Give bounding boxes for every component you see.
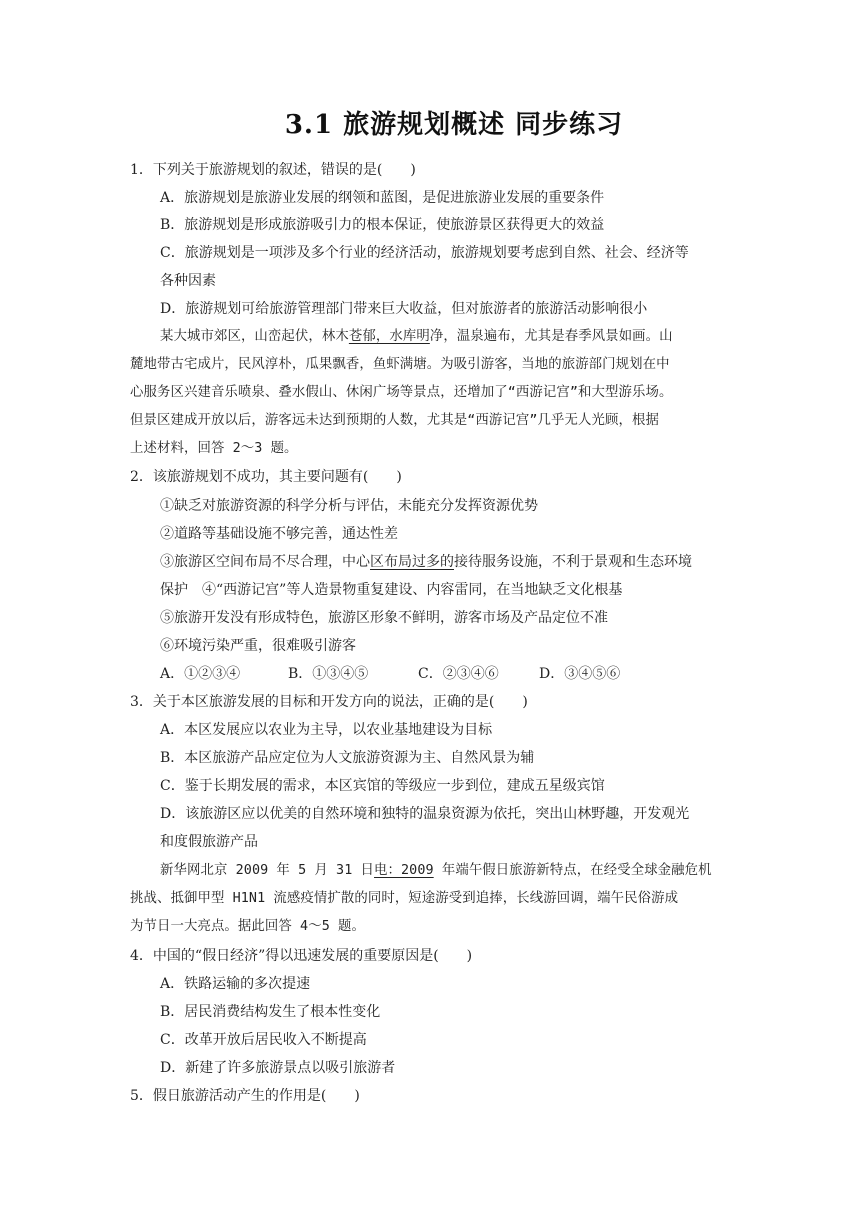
q2-statement: ⑥环境污染严重，很难吸引游客 bbox=[160, 638, 356, 654]
q1-option-a: A．旅游规划是旅游业发展的纲领和蓝图，是促进旅游业发展的重要条件 bbox=[160, 190, 605, 206]
q2-option-d: D．③④⑤⑥ bbox=[539, 666, 621, 682]
q2-stem: 2．该旅游规划不成功，其主要问题有( ) bbox=[130, 469, 402, 485]
q2-option-a: A．①②③④ bbox=[160, 666, 241, 682]
q2-statement: ①缺乏对旅游资源的科学分析与评估，未能充分发挥资源优势 bbox=[160, 498, 538, 514]
underlined-text: 区布局过多的 bbox=[370, 554, 454, 570]
q2-option-b: B．①③④⑤ bbox=[288, 666, 369, 682]
q4-stem: 4．中国的“假日经济”得以迅速发展的重要原因是( ) bbox=[130, 948, 473, 964]
material2-line: 新华网北京 2009 年 5 月 31 日电：2009 年端午假日旅游新特点，在经受全球金融危机 bbox=[160, 863, 712, 878]
material2-line: 挑战、抵御甲型 H1N1 流感疫情扩散的同时，短途游受到追捧，长线游回调，端午民俗游成 bbox=[130, 891, 679, 906]
q4-option-b: B．居民消费结构发生了根本性变化 bbox=[160, 1004, 381, 1020]
material1-line: 但景区建成开放以后，游客远未达到预期的人数，尤其是“西游记宫”几乎无人光顾，根据 bbox=[130, 413, 659, 428]
q2-statement: ②道路等基础设施不够完善，通达性差 bbox=[160, 526, 398, 542]
material1-line: 上述材料，回答 2～3 题。 bbox=[130, 441, 298, 456]
q2-statement: ⑤旅游开发没有形成特色，旅游区形象不鲜明，游客市场及产品定位不准 bbox=[160, 610, 608, 626]
q2-statement: 保护 ④“西游记宫”等人造景物重复建设、内容雷同，在当地缺乏文化根基 bbox=[160, 582, 623, 598]
q3-option-d: D．该旅游区应以优美的自然环境和独特的温泉资源为依托，突出山林野趣，开发观光 bbox=[160, 806, 690, 822]
q3-option-d-cont: 和度假旅游产品 bbox=[160, 834, 258, 850]
q3-option-b: B．本区旅游产品应定位为人文旅游资源为主、自然风景为辅 bbox=[160, 750, 535, 766]
q3-option-c: C．鉴于长期发展的需求，本区宾馆的等级应一步到位，建成五星级宾馆 bbox=[160, 778, 605, 794]
q2-option-c: C．②③④⑥ bbox=[418, 666, 499, 682]
material1-line: 心服务区兴建音乐喷泉、叠水假山、休闲广场等景点，还增加了“西游记宫”和大型游乐场。 bbox=[130, 385, 673, 400]
underlined-text: 苍郁，水库明 bbox=[348, 329, 430, 344]
q5-stem: 5．假日旅游活动产生的作用是( ) bbox=[130, 1088, 360, 1104]
q1-stem: 1．下列关于旅游规划的叙述，错误的是( ) bbox=[130, 162, 416, 178]
material1-line: 麓地带古宅成片，民风淳朴，瓜果飘香，鱼虾满塘。为吸引游客，当地的旅游部门规划在中 bbox=[130, 357, 670, 372]
material2-line: 为节日一大亮点。据此回答 4～5 题。 bbox=[130, 919, 366, 934]
q1-option-c: C．旅游规划是一项涉及多个行业的经济活动，旅游规划要考虑到自然、社会、经济等 bbox=[160, 245, 689, 261]
material1-line: 某大城市郊区，山峦起伏，林木苍郁，水库明净，温泉遍布，尤其是春季风景如画。山 bbox=[160, 329, 673, 344]
q4-option-a: A．铁路运输的多次提速 bbox=[160, 976, 311, 992]
q2-statement: ③旅游区空间布局不尽合理，中心区布局过多的接待服务设施，不利于景观和生态环境 bbox=[160, 554, 692, 570]
q4-option-c: C．改革开放后居民收入不断提高 bbox=[160, 1032, 367, 1048]
q2-options bbox=[160, 664, 620, 684]
underlined-text: 电：2009 bbox=[374, 863, 434, 878]
q3-stem: 3．关于本区旅游发展的目标和开发方向的说法，正确的是( ) bbox=[130, 694, 528, 710]
q3-option-a: A．本区发展应以农业为主导，以农业基地建设为目标 bbox=[160, 722, 493, 738]
q1-option-b: B．旅游规划是形成旅游吸引力的根本保证，使旅游景区获得更大的效益 bbox=[160, 217, 605, 233]
q4-option-d: D．新建了许多旅游景点以吸引旅游者 bbox=[160, 1060, 396, 1076]
q1-option-d: D．旅游规划可给旅游管理部门带来巨大收益，但对旅游者的旅游活动影响很小 bbox=[160, 301, 648, 317]
q1-option-c-cont: 各种因素 bbox=[160, 273, 216, 289]
page-title: 3.1 旅游规划概述 同步练习 bbox=[284, 110, 624, 140]
